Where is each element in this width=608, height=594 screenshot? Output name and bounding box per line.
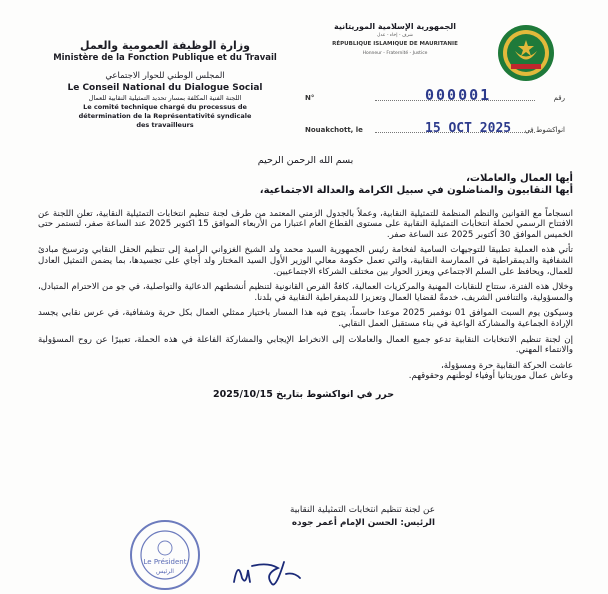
reference-date: 15 OCT 2025: [425, 121, 512, 136]
date-label-fr: Nouakchott, le: [305, 126, 363, 134]
state-title-ar: الجمهورية الإسلامية الموريتانية: [333, 22, 457, 31]
issued-date-line: حرر في انواكشوط بتاريخ 2025/10/15: [213, 388, 395, 400]
official-stamp-icon: [128, 518, 202, 592]
closing-line-2: وعاش عمال موريتانيا أوفياء لوطنهم وحقوقهم.: [408, 371, 573, 382]
president-name: الرئيس: الحسن الإمام أعمر جوده: [291, 518, 435, 528]
stamp-title: Le Président: [143, 558, 187, 566]
letter-body: [38, 156, 573, 401]
signature-block: [185, 504, 435, 530]
closing-line-1: عاشت الحركة النقابية حرة ومسؤولة،: [440, 360, 573, 371]
committee-name-fr-1: Le comité technique chargé du processus de: [83, 103, 247, 111]
state-motto-fr: Honneur - Fraternité - Justice: [362, 51, 428, 56]
committee-name-fr-3: des travailleurs: [136, 121, 194, 129]
committee-name-fr-2: détermination de la Représentativité syndicale: [78, 112, 252, 120]
greeting-workers: أيها العمال والعاملات،: [466, 172, 573, 184]
number-label-fr: N°: [305, 94, 315, 102]
committee-name-ar: اللجنة الفنية المكلفة بمسار تحديد التمثيلية النقابية للعمال: [88, 94, 242, 102]
paragraph-campaign-period: وخلال هذه الفترة، ستتاح للنقابات المهنية والمركزيات العمالية، كافةُ الفرص القانونية لتنظيم أنشطتهم الدعائية والتواصلية، في جو من الاحترام المتبادل، والمسؤولية، والتنافس الشريف، خدمةً لقضايا العمال وتعزيزا للديمقراطية النقابية في بلدنا.: [38, 282, 573, 303]
stamp-label-ar: الرئيس: [156, 568, 174, 575]
date-label-ar: انواكشوط في: [524, 126, 565, 134]
paragraph-election-day: وسيكون يوم السبت الموافق 01 نوفمبر 2025 موعدا حاسماً، يتوج فيه هذا المسار باختيار ممثلي العمال بكل حرية وشفافية، في عرس نقابي يجسد الإرادة الجماعية والمشاركة الواعية في بناء مستقبل العمل النقابي.: [38, 308, 573, 329]
state-motto-ar: شرف - إخاء - عدل: [377, 33, 413, 38]
reference-number-row: [305, 86, 565, 104]
council-name-fr: Le Conseil National du Dialogue Social: [67, 83, 263, 93]
national-seal-icon: [497, 24, 555, 82]
reference-date-row: [305, 118, 565, 136]
paragraph-announcement: انسجاماً مع القوانين والنظم المنظمة للتمثيلية النقابية، وعملاً بالجدول الزمني المعتمد من طرف لجنة تنظيم انتخابات التمثيلية النقابية، تعلن اللجنة عن الافتتاح الرسمي لحملة انتخابات التمثيلية النقابية على مستوى القطاع العام اعتبارا من الأربعاء الموافق 15 اكتوبر 2025 عند الساعة صفر، لتستمر حتى الخميس الموافق 30 أكتوبر 2025 عند الساعة صفر.: [38, 208, 574, 240]
signing-organization: عن لجنة تنظيم انتخابات التمثيلية النقابية: [290, 505, 435, 515]
handwritten-signature: [228, 552, 308, 592]
greeting-unionists: أيها النقابيون والمناضلون في سبيل الكرامة والعدالة الاجتماعية،: [259, 184, 573, 196]
number-label-ar: رقم: [553, 94, 565, 102]
ministry-header: [40, 40, 290, 130]
basmala: بسم الله الرحمن الرحيم: [257, 155, 354, 166]
reference-number: 000001: [425, 86, 492, 104]
paragraph-directives: تأتي هذه العملية تطبيقا للتوجيهات السامية لفخامة رئيس الجمهورية السيد محمد ولد الشيخ الغزواني الرامية إلى تنظيم الحقل النقابي وترسيخ مبادئ الشفافية والديمقراطية في الممارسة النقابية، والتي تعمل حكومة معالي الوزير الأول السيد المختار ولد أجاي على تجسيدها، بما يضمن التمثيل العادل للعمال، ويحافظ على السلم الاجتماعي ويعزز الحوار بين مختلف الشركاء الاجتماعيين.: [38, 245, 573, 277]
state-header: [300, 22, 490, 58]
state-title-fr: RÉPUBLIQUE ISLAMIQUE DE MAURITANIE: [332, 41, 458, 47]
council-name-ar: المجلس الوطني للحوار الاجتماعي: [105, 71, 225, 81]
ministry-name-ar: وزارة الوظيفة العمومية والعمل: [80, 39, 250, 52]
paragraph-call-to-action: إن لجنة تنظيم الانتخابات النقابية تدعو جميع العمال والعاملات إلى الانخراط الإيجابي والمشاركة الفاعلة في هذه الحملة، تعبيرًا عن روح المسؤولية والانتماء المهني.: [38, 334, 573, 356]
ministry-name-fr: Ministère de la Fonction Publique et du Travail: [53, 53, 277, 63]
